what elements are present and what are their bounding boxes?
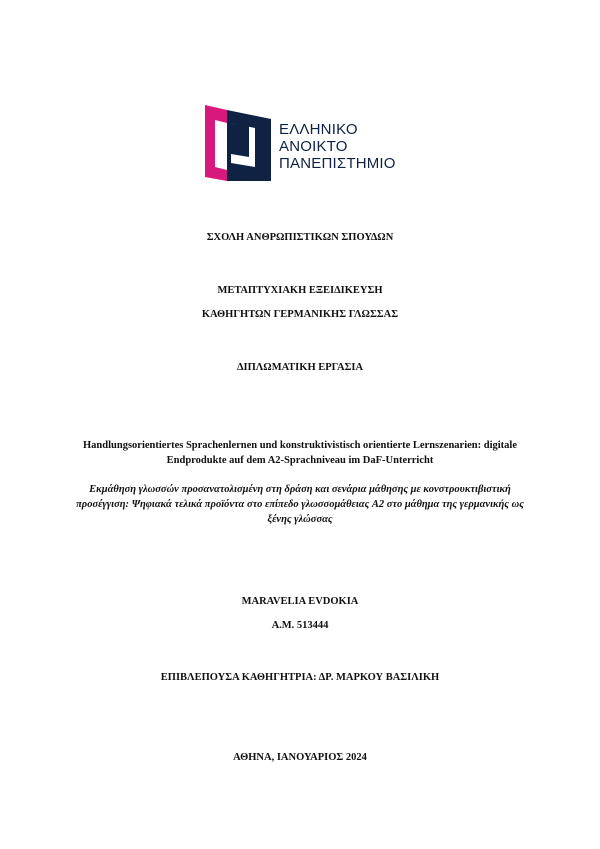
logo-emblem-icon — [205, 105, 275, 181]
logo-line-2: ΑΝΟΙΚΤΟ — [279, 138, 348, 155]
logo-wordmark — [279, 121, 396, 172]
thesis-title-german: Handlungsorientiertes Sprachenlernen und konstruktivistisch orientierte Lernszenarien: digitale Endprodukte auf dem A2-Sprachniveau im DaF-Unterricht — [83, 440, 517, 466]
thesis-title-greek: Εκμάθηση γλωσσών προσανατολισμένη στη δράση και σενάρια μάθησης με κονστρουκτιβιστική προσέγγιση: Ψηφιακά τελικά προϊόντα στο επίπεδο γλωσσομάθειας A2 στο μάθημα της γερμανικής ως ξένης γλώσσας — [76, 484, 524, 525]
student-id: A.M. 513444 — [271, 620, 329, 631]
author-name: MARAVELIA EVDOKIA — [241, 596, 359, 607]
program-line-1: ΜΕΤΑΠΤΥΧΙΑΚΗ ΕΞΕΙΔΙΚΕΥΣΗ — [217, 285, 383, 296]
place-and-date: ΑΘΗΝΑ, ΙΑΝΟΥΑΡΙΟΣ 2024 — [233, 752, 367, 763]
logo-line-3: ΠΑΝΕΠΙΣΤΗΜΙΟ — [279, 155, 396, 172]
program-line-2: ΚΑΘΗΓΗΤΩΝ ΓΕΡΜΑΝΙΚΗΣ ΓΛΩΣΣΑΣ — [201, 309, 399, 320]
logo-line-1: ΕΛΛΗΝΙΚΟ — [279, 121, 358, 138]
school-name: ΣΧΟΛΗ ΑΝΘΡΩΠΙΣΤΙΚΩΝ ΣΠΟΥΔΩΝ — [206, 232, 394, 243]
university-logo — [205, 105, 405, 181]
document-type: ΔΙΠΛΩΜΑΤΙΚΗ ΕΡΓΑΣΙΑ — [236, 362, 364, 373]
supervisor: ΕΠΙΒΛΕΠΟΥΣΑ ΚΑΘΗΓΗΤΡΙΑ: ΔΡ. ΜΑΡΚΟΥ ΒΑΣΙΛΙΚΗ — [160, 672, 440, 683]
